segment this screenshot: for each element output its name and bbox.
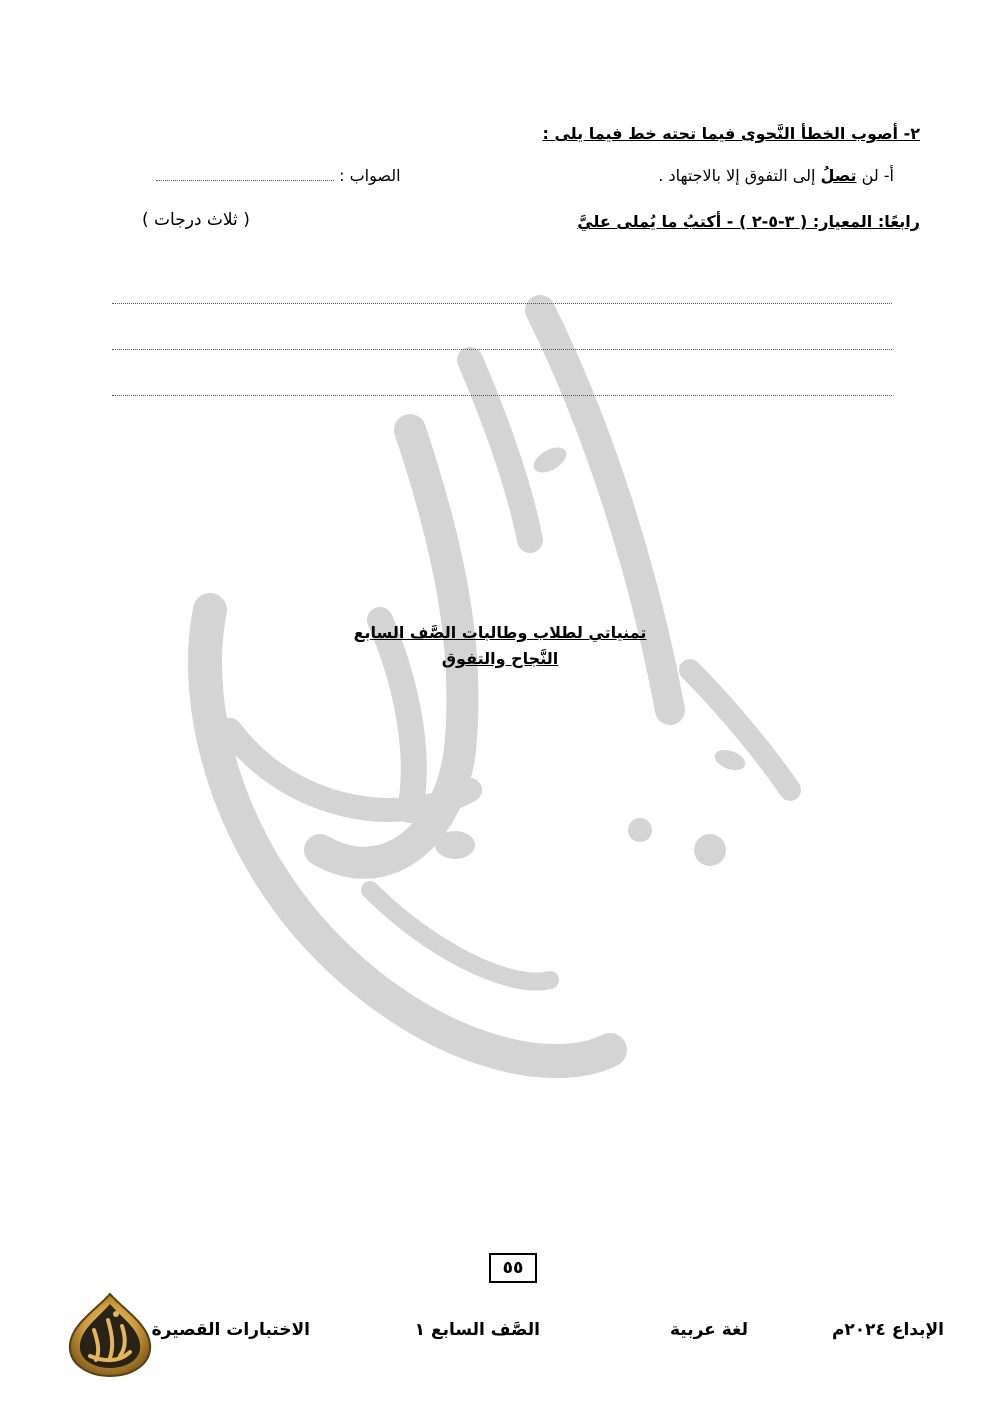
watermark-calligraphy [170,290,850,1110]
item-a-suffix: إلى التفوق إلا بالاجتهاد . [658,166,821,185]
page-number: ٥٥ [489,1253,537,1283]
footer-booklet: الاختبارات القصيرة [151,1320,310,1340]
writing-line-2[interactable] [112,349,892,350]
section-4-title [577,212,920,231]
writing-line-3[interactable] [112,395,892,396]
footer-brand-year: الإبداع ٢٠٢٤م [831,1320,944,1340]
question-2-title [542,124,920,143]
footer-subject: لغة عربية [669,1320,748,1340]
wishes-line-2: النَّجاح والتفوق [441,649,559,668]
answer-dotted-line[interactable] [156,166,334,181]
wishes-line-1: تمنياتي لطلاب وطالبات الصَّف السابع [353,623,647,642]
section-4-grade: ( ثلاث درجات ) [142,210,250,230]
writing-line-1[interactable] [112,303,892,304]
item-a-underlined-word: تصلُ [820,166,857,185]
wishes-message [300,620,700,672]
footer-grade: الصَّف السابع ١ [414,1320,540,1340]
section-4-title-text: رابعًا: المعيار: ( ٣-٥-٢ ) - أكتبُ ما يُملى عليَّ [577,212,920,231]
question-2-item-a [658,166,894,185]
brand-logo [64,1290,156,1380]
answer-field [150,166,401,185]
answer-label: الصواب : [339,166,401,185]
question-2-title-text: ٢- أصوب الخطأ النَّحوى فيما تحته خط فيما يلى : [542,124,920,143]
item-a-prefix: أ- لن [856,166,894,185]
